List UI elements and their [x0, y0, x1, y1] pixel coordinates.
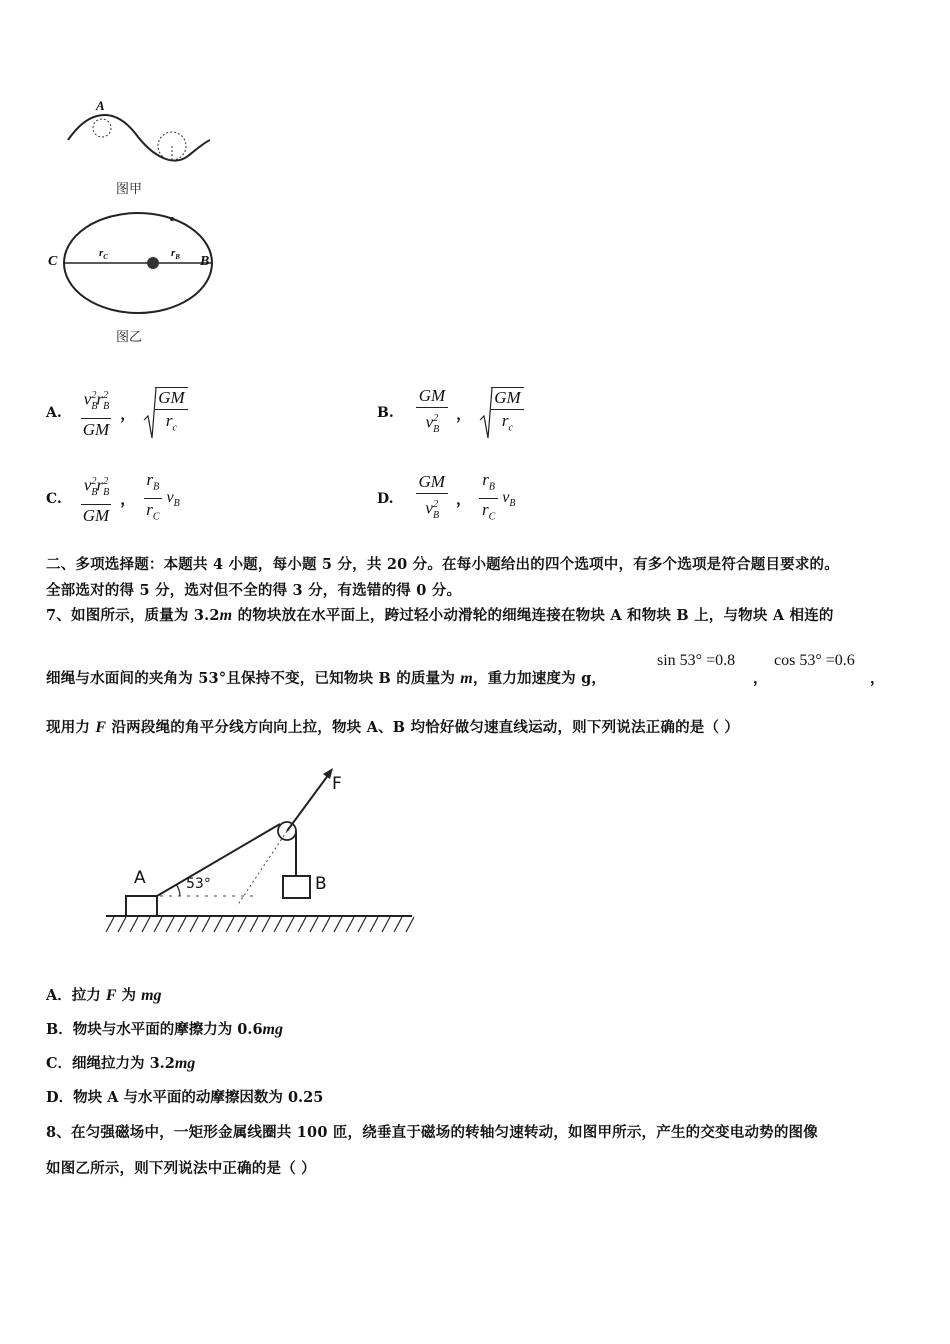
fraction-vb2rb2-over-gm: $\frac{v_B^2r_B^2}{GM}$ — [80, 472, 112, 526]
q8-line1: 8、在匀强磁场中，一矩形金属线圈共 100 匝，绕垂直于磁场的转轴匀速转动，如图甲所示，产生的交变电动势的图像 — [46, 1124, 818, 1141]
q7-option-b: B．物块与水平面的摩擦力为 0.6mg — [46, 1021, 283, 1038]
q7-option-a: A．拉力 F 为 mg — [46, 987, 162, 1004]
fraction-rb-over-rc: $\frac{r_B}{r_C}$ — [479, 470, 498, 528]
q7-pulley-figure — [100, 760, 420, 940]
angle-label: 53° — [186, 876, 211, 892]
section2-line2: 全部选对的得 5 分，选对但不全的得 3 分，有选错的得 0 分。 — [46, 582, 462, 599]
option-letter: B. — [377, 405, 394, 422]
q6-option-a: A. $\frac{v_B^2r_B^2}{GM}$ ， $\frac{GM}{r_c}$ — [46, 386, 188, 440]
q7-option-c: C．细绳拉力为 3.2mg — [46, 1055, 196, 1072]
q6-option-c: C. $\frac{v_B^2r_B^2}{GM}$ ， $\frac{r_B}{r_C}$ $v_B$ — [46, 470, 180, 528]
q7-line3: 现用力 F 沿两段绳的角平分线方向向上拉，物块 A、B 均恰好做匀速直线运动，则下列说法正确的是（ ） — [46, 719, 740, 736]
fraction-vb2rb2-over-gm: $\frac{v_B^2r_B^2}{GM}$ — [80, 386, 112, 440]
block-b-label: B — [315, 874, 327, 894]
q7-option-d: D．物块 A 与水平面的动摩擦因数为 0.25 — [46, 1089, 324, 1106]
rb-label: $r_B$ — [171, 247, 180, 262]
figure-jia-caption: 图甲 — [116, 182, 143, 197]
force-f-label: F — [332, 774, 342, 794]
sqrt-gm-over-rc: $\frac{GM}{r_c}$ — [479, 386, 523, 440]
option-letter: C. — [46, 490, 62, 507]
ellipse-orbit-diagram — [44, 205, 224, 320]
point-b-label: B — [200, 254, 210, 269]
figure-yi-caption: 图乙 — [116, 330, 143, 345]
block-a-label: A — [134, 868, 146, 888]
q6-option-b: B. $\frac{GM}{v_B^2}$ ， $\frac{GM}{r_c}$ — [377, 386, 524, 440]
option-letter: D. — [377, 490, 394, 507]
fraction-rb-over-rc: $\frac{r_B}{r_C}$ — [143, 470, 162, 528]
figure-yi — [44, 205, 224, 350]
q6-option-d: D. $\frac{GM}{v_B^2}$ ， $\frac{r_B}{r_C}$ $v_B$ — [377, 470, 516, 528]
fraction-gm-over-vb2: $\frac{GM}{v_B^2}$ — [416, 472, 448, 526]
q7-line2: 细绳与水面间的夹角为 53°且保持不变，已知物块 B 的质量为 m，重力加速度为 g， — [46, 670, 607, 687]
option-letter: A. — [46, 405, 62, 422]
q7-line1: 7、如图所示，质量为 3.2m 的物块放在水平面上，跨过轻小动滑轮的细绳连接在物块 A 和物块 B 上，与物块 A 相连的 — [46, 607, 834, 624]
point-a-label: A — [96, 98, 105, 113]
sin53-formula: sin 53° =0.8 — [657, 652, 736, 669]
cos53-formula: cos 53° =0.6 — [774, 652, 855, 669]
sqrt-gm-over-rc: $\frac{GM}{r_c}$ — [143, 386, 187, 440]
pulley-diagram — [100, 760, 420, 940]
rc-label: $r_C$ — [99, 247, 108, 262]
q8-line2: 如图乙所示，则下列说法中正确的是（ ） — [46, 1160, 316, 1177]
comma-1: ， — [753, 670, 768, 687]
point-c-label: C — [48, 254, 58, 269]
wave-track-diagram — [60, 98, 220, 168]
comma-2: ， — [870, 670, 885, 687]
fraction-gm-over-vb2: $\frac{GM}{v_B^2}$ — [416, 386, 448, 440]
section2-line1: 二、多项选择题：本题共 4 小题，每小题 5 分，共 20 分。在每小题给出的四个选项中，有多个选项是符合题目要求的。 — [46, 556, 839, 573]
figure-jia — [60, 98, 220, 198]
